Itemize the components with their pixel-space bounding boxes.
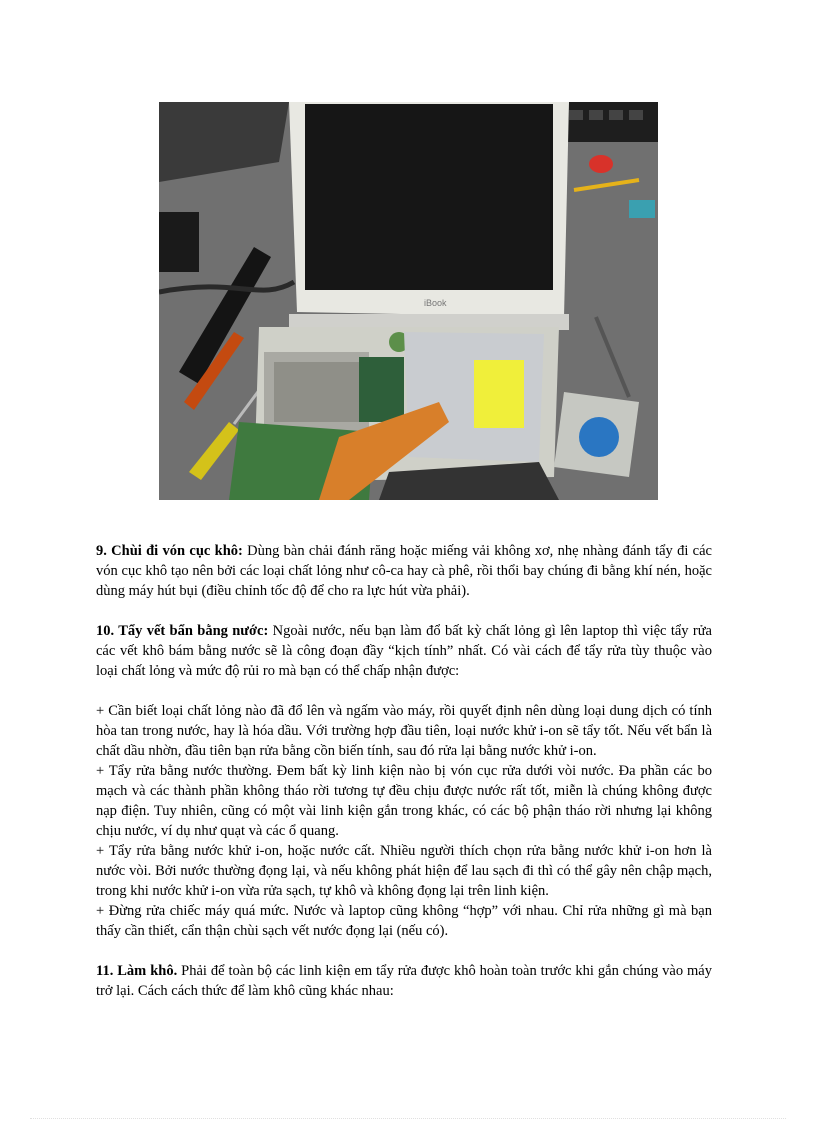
section-10-heading: 10. Tẩy vết bẩn bằng nước: bbox=[96, 623, 269, 639]
section-11-body: Phải để toàn bộ các linh kiện em tẩy rửa được khô hoàn toàn trước khi gắn chúng vào máy trở lại. Cách cách thức để làm khô cũng khác nhau: bbox=[96, 963, 712, 999]
section-11-heading: 11. Làm khô. bbox=[96, 963, 178, 979]
section-10 bbox=[96, 621, 712, 681]
bullet-item: + Tẩy rửa bằng nước khử i-on, hoặc nước cất. Nhiều người thích chọn rửa bằng nước khử i-on hơn là nước vòi. Bởi nước thường đọng lại, và nếu không phát hiện để lau sạch đi thì có thể gây nên chập mạch, trong khi nước khử i-on vừa rửa sạch, tự khô và không đọng lại trên linh kiện. bbox=[96, 843, 712, 899]
section-9 bbox=[96, 541, 712, 601]
section-11 bbox=[96, 961, 712, 1001]
laptop-photo-illustration bbox=[159, 102, 658, 500]
section-10-body: Ngoài nước, nếu bạn làm đổ bất kỳ chất lỏng gì lên laptop thì việc tẩy rửa các vết khô bám bằng nước sẽ là công đoạn đầy “kịch tính” nhất. Có vài cách để tẩy rửa tùy thuộc vào loại chất lỏng và mức độ rủi ro mà bạn có thể chấp nhận được: bbox=[96, 623, 712, 679]
article-body bbox=[96, 541, 712, 1001]
section-9-body: Dùng bàn chải đánh răng hoặc miếng vải không xơ, nhẹ nhàng đánh tẩy đi các vón cục khô tạo nên bởi các loại chất lỏng như cô-ca hay cà phê, rồi thổi bay chúng đi bằng khí nén, hoặc dùng máy hút bụi (điều chỉnh tốc độ để cho ra lực hút vừa phải). bbox=[96, 543, 712, 599]
section-9-heading: 9. Chùi đi vón cục khô: bbox=[96, 543, 243, 559]
page-bottom-divider bbox=[30, 1118, 786, 1119]
bullet-item: + Tẩy rửa bằng nước thường. Đem bất kỳ linh kiện nào bị vón cục rửa dưới vòi nước. Đa phần các bo mạch và các thành phần không tháo rời tương tự đều chịu được nước rất tốt, miễn là chúng không được nạp điện. Tuy nhiên, cũng có một vài linh kiện gắn trong khác, có các bộ phận tháo rời nhưng lại không chịu nước, ví dụ như quạt và các ổ quang. bbox=[96, 763, 712, 839]
bullet-item: + Đừng rửa chiếc máy quá mức. Nước và laptop cũng không “hợp” với nhau. Chỉ rửa những gì mà bạn thấy cần thiết, cẩn thận chùi sạch vết nước đọng lại (nếu có). bbox=[96, 903, 712, 939]
laptop-disassembly-photo bbox=[159, 102, 658, 500]
ibook-logo: iBook bbox=[424, 298, 447, 308]
bullet-item: + Cần biết loại chất lỏng nào đã đổ lên và ngấm vào máy, rồi quyết định nên dùng loại dung dịch có tính hòa tan trong nước, hay là hóa dầu. Với trường hợp đầu tiên, loại nước khử i-on sẽ tẩy tốt. Nếu vết bẩn là chất dầu nhờn, đầu tiên bạn rửa bằng cồn biến tính, sau đó rửa lại bằng nước khử i-on. bbox=[96, 703, 712, 759]
